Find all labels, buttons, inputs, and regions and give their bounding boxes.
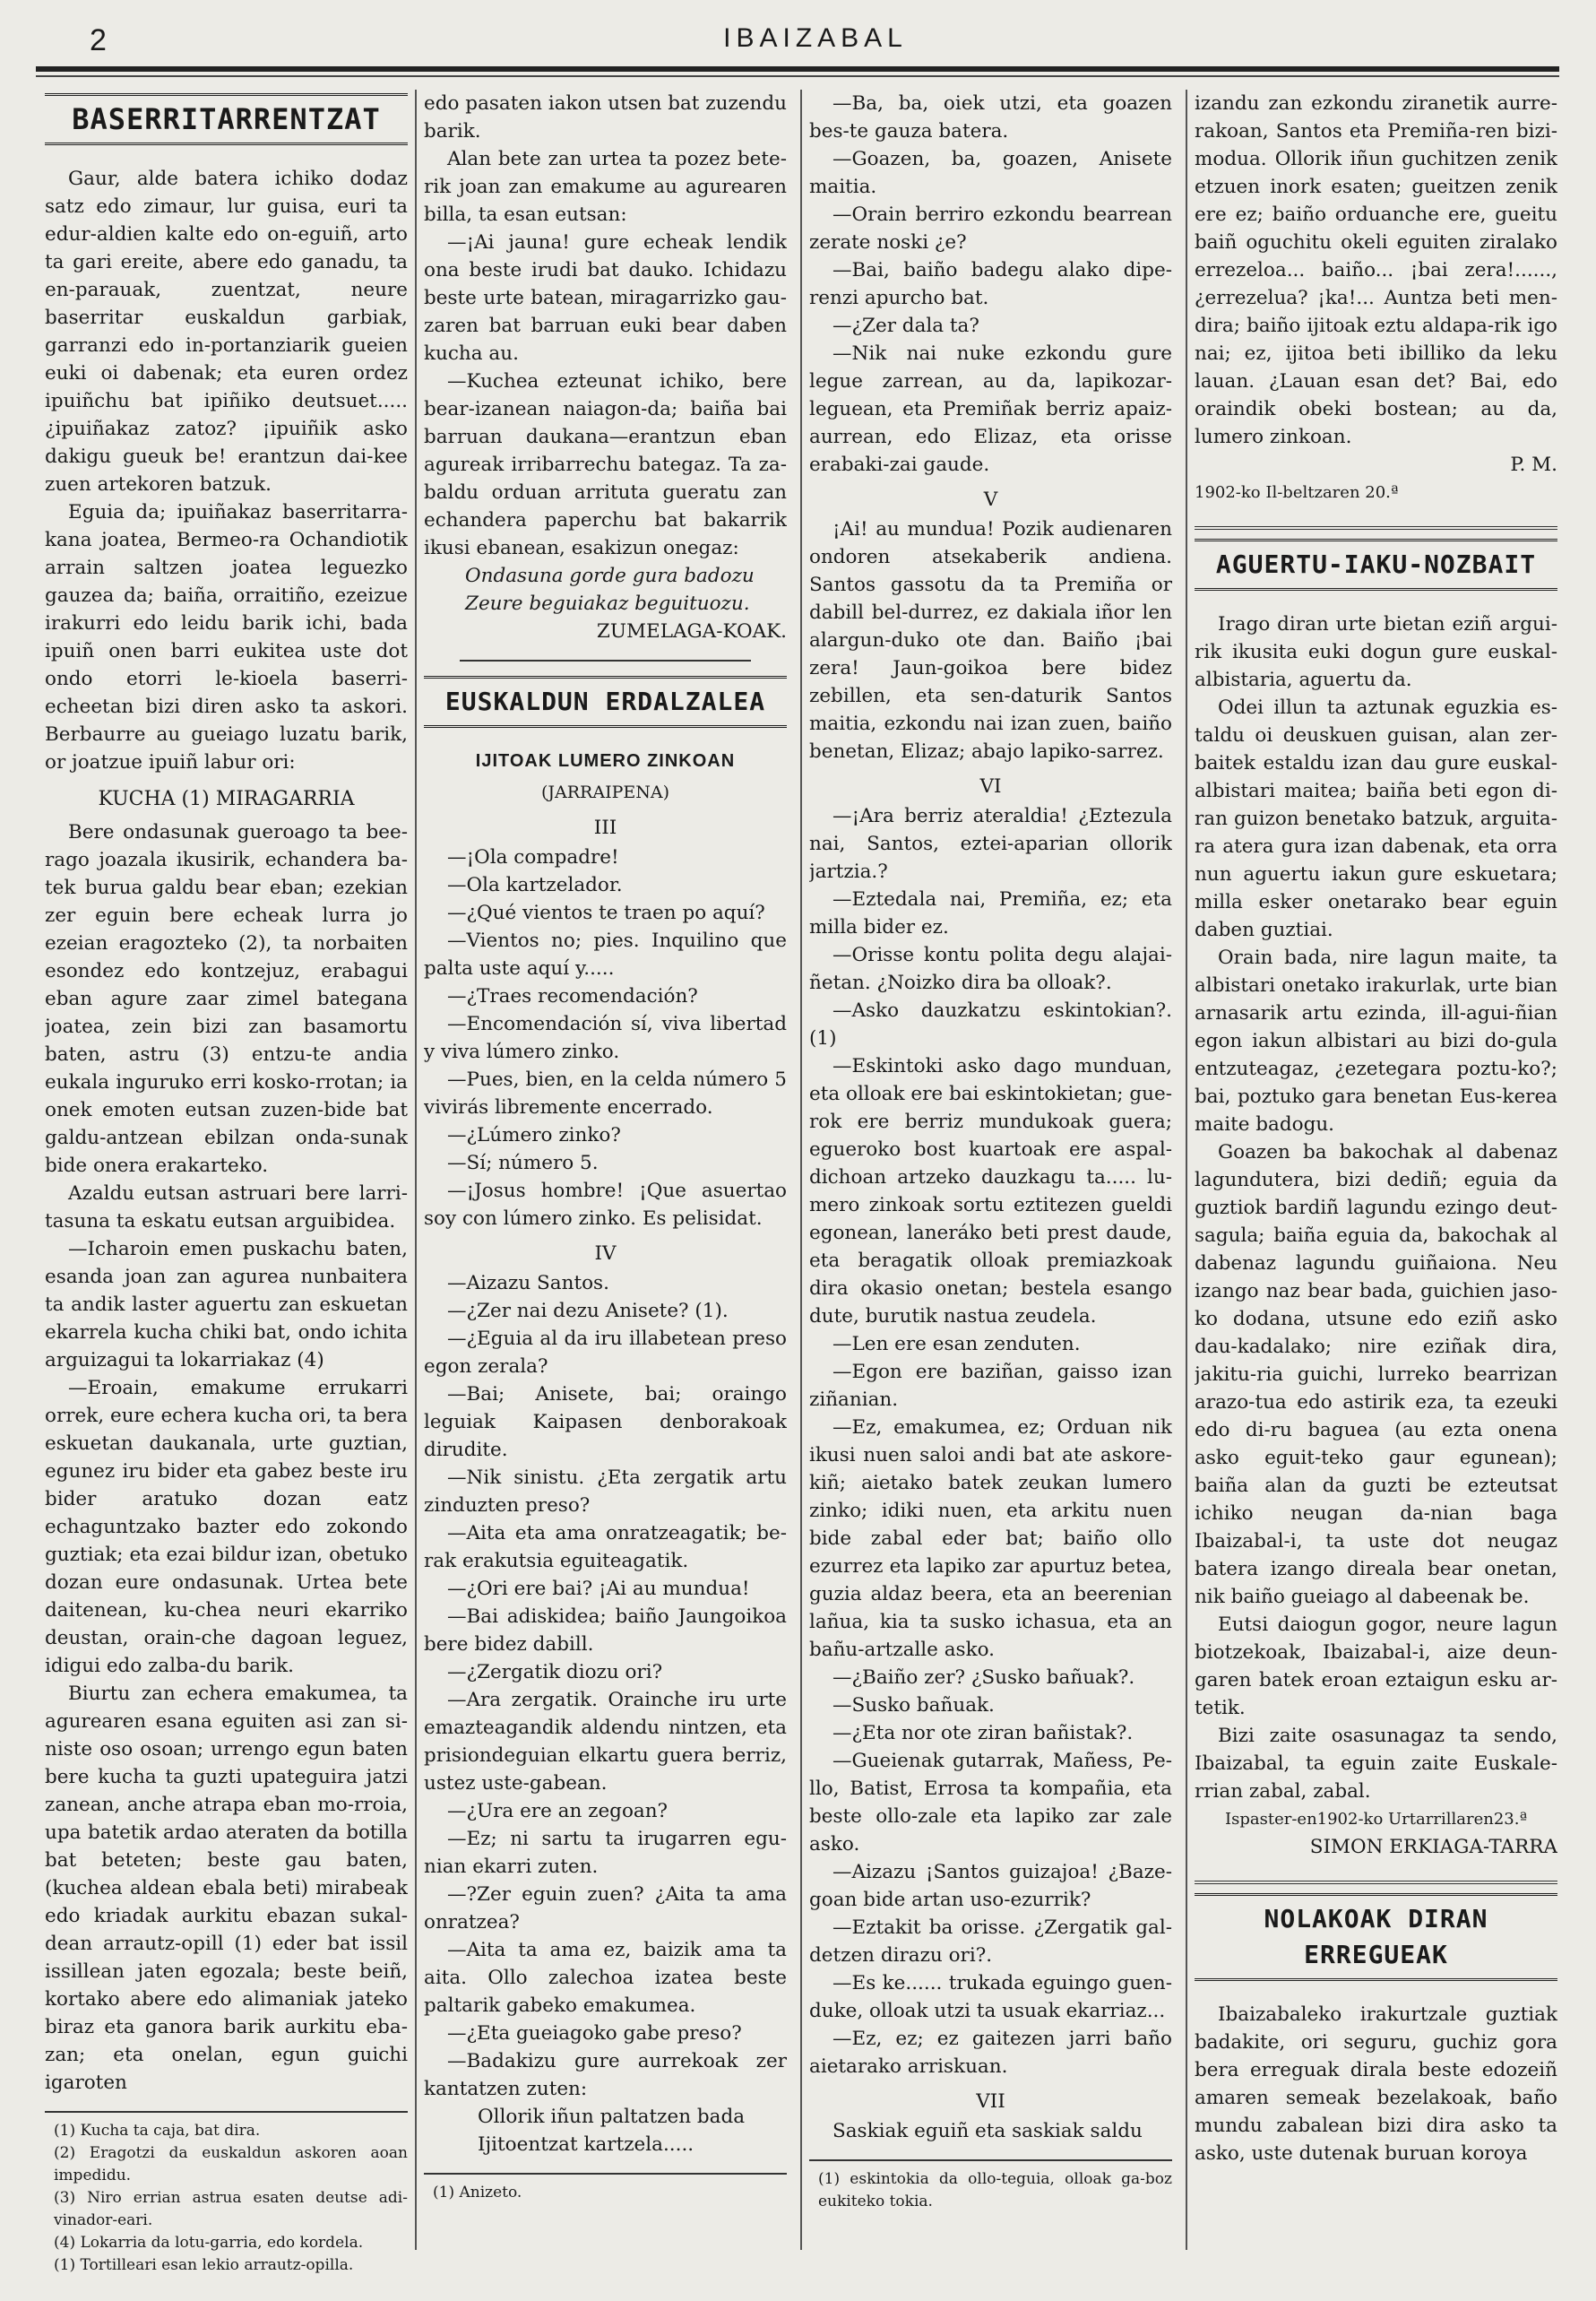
dialog-line: —Aita ta ama ez, baizik ama ta aita. Ollo zalechoa izatea beste paltarik gabeko emakumea.: [424, 1939, 787, 2017]
paragraph: Bizi zaite osasunagaz ta sendo, Ibaizabal, ta eguin zaite Euskale-rrian zabal, zabal.: [1195, 1725, 1557, 1803]
paragraph: Irago diran urte bietan eziñ argui-rik ikusita euki dogun gure euskal-albistaria, aguertu da.: [1195, 613, 1557, 691]
footnotes: [45, 2111, 408, 2277]
dialog-line: —Egon ere baziñan, gaisso izan ziñanian.: [809, 1361, 1172, 1411]
dialog-line: —¡Ola compadre!: [447, 846, 619, 869]
dialog-line: —Sí; número 5.: [447, 1152, 599, 1174]
dialog-line: —¿Zergatik diozu ori?: [447, 1661, 663, 1683]
column-divider: [1186, 90, 1187, 2250]
column-1: [45, 90, 408, 2295]
column-divider: [800, 90, 802, 2250]
verse-line: Ondasuna gorde gura badozu: [465, 565, 755, 587]
footnote: (2) Eragotzi da euskaldun askoren aoan impedidu.: [54, 2144, 408, 2184]
divider: [1195, 1881, 1557, 1884]
paragraph: Alan bete zan urtea ta pozez bete-rik joan zan emakume au agurearen billa, ta esan eutsan:: [424, 148, 787, 226]
paragraph: —Eroain, emakume errukarri orrek, eure echera kucha ori, ta bera eskuetan daukanala, urte guztian, egunez iru bider eta gabez beste iru bider aratuko dozan eatz echaguntzako bazter edo zokondo guztiak; eta ezai bildur izan, obetuko dozan eure ondasunak. Urtea bete daitenean, ku-chea neuri ekarriko deustan, orain-che dagoan leguez, idigui edo zalba-du barik.: [45, 1377, 408, 1677]
article-continuation: (JARRAIPENA): [540, 783, 669, 802]
footnote: (1) Tortilleari esan lekio arrautz-opilla.: [54, 2256, 354, 2274]
dialog-line: —¿Zer nai dezu Anisete? (1).: [447, 1300, 729, 1322]
paragraph: Eutsi daiogun gogor, neure lagun biotzekoak, Ibaizabal-i, aize deun-garen batek eroan eztaigun esku ar-tetik.: [1195, 1613, 1557, 1719]
dialog-line: —Ba, ba, oiek utzi, eta goazen bes-te gauza batera.: [809, 92, 1172, 143]
paragraph: Orain bada, nire lagun maite, ta albistari onetako irakurlak, urte bian arnasarik artu ezinda, ill-agui-ñian egon iakun albistari au bizi do-gula entzuteagaz, ¿ezetegara poztu-ko?; bai, poztuko gara benetan Eus-kerea maite badogu.: [1195, 947, 1557, 1136]
footnote: (1) Kucha ta caja, bat dira.: [54, 2122, 261, 2140]
dialog-line: —Ez; ni sartu ta irugarren egu-nian ekarri zuten.: [424, 1828, 787, 1878]
dialog-line: —¡Josus hombre! ¡Que asuertao soy con lúmero zinko. Es pelisidat.: [424, 1180, 787, 1230]
paragraph: Gaur, alde batera ichiko dodaz satz edo zimaur, lur guisa, euri ta edur-aldien kalte edo on-eguiñ, arto ta gari ereite, abere edo ganadu, ta en-parauak, zuentzat, neure baserritar euskaldun garbiak, garranzi edo in-portanziarik gueien euki oi dabenak; eta euren ordez ipuiñchu bat ipiñiko deutsuet..... ¿ipuiñakaz zatoz? ¡ipuiñik asko dakigu gueuk be! erantzun dai-kee zuen artekoren batzuk.: [45, 168, 408, 496]
dialog-line: —Pues, bien, en la celda número 5 vivirás libremente encerrado.: [424, 1068, 787, 1119]
dialog-line: —Orisse kontu polita degu alajai-ñetan. ¿Noizko dira ba olloak?.: [809, 944, 1172, 994]
paragraph: Biurtu zan echera emakumea, ta agurearen esana eguiten asi zan si-niste oso osoan; urrengo egun baten bere kucha ta guzti upateguira jatzi zanean, anche atrapa eban mo-rroia, upa batetik ardao ateraten da botilla bat beteten; beste gau baten, (kuchea aldean ebala beti) mirabeak edo kriadak aurkitu ebazan sukal-dean arrautz-opill (1) eder bat issil issillean jaten egozala; beste beiñ, kortako abere edo alimaniak jateko biraz eta ganora barik aurkitu eba-zan; eta onelan, egun guichi igaroten: [45, 1682, 408, 2094]
dialog-line: —¿Eta nor ote ziran bañistak?.: [833, 1722, 1134, 1744]
signature: SIMON ERKIAGA-TARRA: [1309, 1836, 1557, 1858]
footnotes: [809, 2159, 1172, 2213]
column-4: [1195, 90, 1557, 2295]
dialog-line: —Encomendación sí, viva libertad y viva lúmero zinko.: [424, 1013, 787, 1063]
dialog-line: —Goazen, ba, goazen, Anisete maitia.: [809, 148, 1172, 198]
column-divider: [415, 90, 417, 2250]
column-2: [424, 90, 787, 2295]
verse-line: Ijitoentzat kartzela.....: [478, 2133, 694, 2156]
dialog-line: —Eztakit ba orisse. ¿Zergatik gal-detzen dirazu ori?.: [809, 1916, 1172, 1967]
divider: [460, 660, 751, 662]
paragraph: Bere ondasunak gueroago ta bee-rago joazala ikusirik, echandera ba-tek burua galdu bear eban; ezekian zer eguin bere echeak lurra jo ezeian eragozteko (2), ta norbaiten esondez edo kontzejuz, erabagui eban agure zaar zimel bategana joatea, zein bizi zan basamortu baten, astru (3) entzu-te andia eukala inguruko erri kosko-rrotan; ia onek emoten eutsan zuzen-bide bat galdu-antzean ebilzan onda-sunak bide onera erakarteko.: [45, 821, 408, 1177]
section-title-euskaldun-erdalzalea: EUSKALDUN ERDALZALEA: [424, 676, 787, 728]
chapter-number: VI: [979, 775, 1002, 798]
paragraph: —Kuchea ezteunat ichiko, bere bear-izanean naiagon-da; baiña bai barruan daukana—erantzun eban agureak irribarrechu bategaz. Ta za-baldu orduan arrituta gueratu zan echandera paperchu bat bakarrik ikusi ebanean, esakizun onegaz:: [424, 370, 787, 559]
verse-line: Zeure beguiakaz beguituozu.: [465, 593, 750, 615]
chapter-number: V: [983, 489, 998, 511]
dialog-line: —Ez, emakumea, ez; Orduan nik ikusi nuen saloi andi bat ate askore-kiñ; aietako batek zeukan lumero zinko; idiki nuen, eta arkitu nuen bide zabal eder bat; baiño ollo ezurrez eta lapiko zar apurtuz betea, guzia aldaz beera, eta an beerenian lañua, kia ta susko ichasua, eta an bañu-artzalle asko.: [809, 1416, 1172, 1661]
paragraph: ¡Ai! au mundua! Pozik audienaren ondoren atsekaberik andiena. Santos gassotu da ta Premiña or dabill bel-durrez, ez dakiala iñor len alargun-duko ote dan. Baiño ¡bai zera! Jaun-goikoa bere bidez zebillen, eta sen-daturik Santos maitia, ezkondu nai izan zuen, baiño benetan, Elizaz; abajo lapiko-sarrez.: [809, 518, 1172, 763]
dialog-line: —¿Zer dala ta?: [833, 315, 979, 337]
dialog-line: —¿Eta gueiagoko gabe preso?: [447, 2022, 742, 2045]
verse-line: Ollorik iñun paltatzen bada: [478, 2106, 746, 2128]
dialog-line: —Len ere esan zenduten.: [833, 1333, 1081, 1355]
dialog-line: —?Zer eguin zuen? ¿Aita ta ama onratzea?: [424, 1883, 787, 1933]
dateline: 1902-ko Il-beltzaren 20.ª: [1195, 483, 1399, 502]
section-title-baserritarrentzat: BASERRITARRENTZAT: [45, 93, 408, 145]
dialog-line: —Ara zergatik. Orainche iru urte emazteagandik aldendu nintzen, eta prisiondeguian elkartu guera berriz, ustez uste-gabean.: [424, 1689, 787, 1795]
dialog-line: —Bai; Anisete, bai; oraingo leguiak Kaipasen denborakoak dirudite.: [424, 1383, 787, 1461]
article-subhead: IJITOAK LUMERO ZINKOAN: [475, 751, 736, 771]
footnote: (3) Niro errian astrua esaten deutse adi-vinador-eari.: [54, 2189, 408, 2229]
chapter-number: IV: [594, 1242, 617, 1265]
dialog-line: —Susko bañuak.: [833, 1694, 995, 1717]
paragraph: Azaldu eutsan astruari bere larri-tasuna ta eskatu eutsan arguibidea.: [45, 1182, 408, 1233]
column-3: [809, 90, 1172, 2295]
dialog-line: —¿Ura ere an zegoan?: [447, 1800, 669, 1822]
footnotes: [424, 2173, 787, 2204]
dialog-line: —Eskintoki asko dago munduan, eta olloak ere bai eskintokietan; gue-rok ere berriz mundukoak guera; egueroko bost kuartoak ere aspal-dichoan artzeko dauzkagu ta..... lu-mero zinkoak sortu eztitezen gueldi egonean, laneráko beti prest daude, eta beragatik olloak premiazkoak dira okasio onetan; bestela esango dute, burutik nastua zeudela.: [809, 1055, 1172, 1328]
paragraph: —¡Ai jauna! gure echeak lendik ona beste irudi bat dauko. Ichidazu beste urte batean, miragarrizko gau-zaren bat barruan euki bear daben kucha au.: [424, 231, 787, 365]
dialog-line: —Eztedala nai, Premiña, ez; eta milla bider ez.: [809, 888, 1172, 939]
dateline: Ispaster-en1902-ko Urtarrillaren23.ª: [1225, 1810, 1527, 1829]
paragraph: —Icharoin emen puskachu baten, esanda joan zan agurea nunbaitera ta andik laster aguertu zan eskuetan ekarrela kucha chiki bat, ondo ichita arguizagui ta lokarriakaz (4): [45, 1238, 408, 1371]
page-number: 2: [90, 23, 107, 57]
dialog-line: —¿Lúmero zinko?: [447, 1124, 621, 1146]
dialog-line: —Orain berriro ezkondu bearrean zerate noski ¿e?: [809, 203, 1172, 254]
dialog-line: —¿Qué vientos te traen po aquí?: [447, 902, 765, 924]
section-title-nolakoak-diran-erregueak: NOLAKOAK DIRAN ERREGUEAK: [1195, 1893, 1557, 1981]
paragraph: Eguia da; ipuiñakaz baserritarra-kana joatea, Bermeo-ra Ochandiotik arrain saltzen joatea leguezko gauzea da; baiña, orraitiño, ezeizue irakurri edo leidu barik ichi, bada ipuiñ onen barri eukitea uste dot ondo etorri le-kioela baserri-echeetan bizi diren asko ta askori. Berbaurre au gueiago luzatu barik, or joatzue ipuiñ labur ori:: [45, 501, 408, 774]
dialog-line: —Asko dauzkatzu eskintokian?. (1): [809, 999, 1172, 1050]
dialog-line: —¿Ori ere bai? ¡Ai au mundua!: [447, 1578, 750, 1600]
dialog-line: —Nik sinistu. ¿Eta zergatik artu zinduzten preso?: [424, 1466, 787, 1517]
paragraph: Saskiak eguiñ eta saskiak saldu: [833, 2120, 1143, 2142]
dialog-line: —Vientos no; pies. Inquilino que palta uste aquí y.....: [424, 930, 787, 980]
dialog-line: —Nik nai nuke ezkondu gure legue zarrean, au da, lapikozar-leguean, eta Premiñak berriz apaiz-aurrean, edo Elizaz, eta orisse erabaki-zai gaude.: [809, 342, 1172, 476]
paragraph: Odei illun ta aztunak eguzkia es-taldu oi deuskuen guisan, alan zer-baitek estaldu izan dau gure euskal-albistari maitea; baiña beti egon di-ran guizon benetako batzuk, arguita-ra atera gura izan dabenak, eta orra nun aguertu iakun gure eskuetara; milla esker onetarako bear eguin daben guztiai.: [1195, 696, 1557, 941]
dialog-line: —Ez, ez; ez gaitezen jarri baño aietarako arriskuan.: [809, 2028, 1172, 2078]
dialog-line: —¿Baiño zer? ¿Susko bañuak?.: [833, 1666, 1135, 1689]
divider: [1195, 526, 1557, 530]
dialog-line: —Aita eta ama onratzeagatik; be-rak erakutsia eguiteagatik.: [424, 1522, 787, 1572]
chapter-number: VII: [976, 2090, 1005, 2113]
chapter-number: III: [593, 817, 617, 839]
dialog-line: —Badakizu gure aurrekoak zer kantatzen zuten:: [424, 2050, 787, 2100]
dialog-line: —¡Ara berriz ateraldia! ¿Eztezula nai, Santos, eztei-aparian ollorik jartzia.?: [809, 805, 1172, 883]
dialog-line: —¿Traes recomendación?: [447, 985, 698, 1008]
signature: ZUMELAGA-KOAK.: [596, 620, 787, 643]
dialog-line: —Bai, baiño badegu alako dipe-renzi apurcho bat.: [809, 259, 1172, 309]
masthead-title: IBAIZABAL: [723, 23, 908, 53]
footnote: (1) eskintokia da ollo-teguia, olloak ga-boz eukiteko tokia.: [818, 2170, 1172, 2210]
paragraph: edo pasaten iakon utsen bat zuzendu barik.: [424, 92, 787, 143]
paragraph: izandu zan ezkondu ziranetik aurre-rakoan, Santos eta Premiña-ren bizi-modua. Ollorik iñun guchitzen zenik etzuen inork esaten; gueitzen zenik ere ez; baiño orduanche ere, gueitu baiñ oguchitu okeli eguiten ziralako errezeloa... baiño... ¡bai zera!......, ¿errezelua? ¡ka!... Auntza beti men-dira; baiño ijitoak eztu aldapa-rik igo nai; ez, ijitoa beti ibilliko da leku lauan. ¿Lauan esan det? Bai, edo oraindik obeki bostean; au da, lumero zinkoan.: [1195, 92, 1557, 448]
header-rule-thick: [36, 66, 1559, 72]
dialog-line: —Aizazu ¡Santos guizajoa! ¿Baze-goan bide artan uso-ezurrik?: [809, 1861, 1172, 1911]
section-title-aguertu-iaku-nozbait: AGUERTU-IAKU-NOZBAIT: [1195, 539, 1557, 591]
dialog-line: —Bai adiskidea; baiño Jaungoikoa bere bidez dabill.: [424, 1605, 787, 1656]
header-rule-thin: [36, 75, 1559, 77]
paragraph: Goazen ba bakochak al dabenaz lagundutera, bizi dediñ; eguia da guztiok bardiñ lagundu ezingo deut-sagula; baiña eguia da, bakochak al dabenaz lagundu guiñaiona. Neu izango naz bear bada, guichien jaso-ko dodana, utsune edo eziñ asko dau-kadalako; nire eziñak dira, jakitu-ria guichi, lurreko bearrizan arazo-tua edo astirik eza, ta ezeuki edo di-ru baguea (au ezta onena asko eguit-teko gaur egunean); baiña alan da guzti be ezteutsat ichiko neugan da-nian baga Ibaizabal-i, ta uste dot neugaz batera izango direala bear onetan, nik baiño gueiago al dabeenak be.: [1195, 1141, 1557, 1608]
story-title: KUCHA (1) MIRAGARRIA: [98, 788, 355, 810]
footnote: (4) Lokarria da lotu-garria, edo kordela.: [54, 2234, 364, 2252]
dialog-line: —Aizazu Santos.: [447, 1272, 609, 1294]
paragraph: Ibaizabaleko irakurtzale guztiak badakite, ori seguru, guchiz gora bera erreguak dirala beste edozeiñ amaren semeak bezelakoak, baño mundu zabalean bizi dira asko ta asko, uste dutenak buruan koroya: [1195, 2003, 1557, 2165]
dialog-line: —Es ke...... trukada eguingo guen-duke, olloak utzi ta usuak ekarriaz...: [809, 1972, 1172, 2022]
dialog-line: —¿Eguia al da iru illabetean preso egon zerala?: [424, 1328, 787, 1378]
signature: P. M.: [1510, 454, 1557, 476]
footnote: (1) Anizeto.: [433, 2184, 522, 2202]
dialog-line: —Ola kartzelador.: [447, 874, 623, 896]
dialog-line: —Gueienak gutarrak, Mañess, Pe-llo, Batist, Errosa ta kompañia, eta beste ollo-zale eta lapiko zar zale asko.: [809, 1750, 1172, 1856]
